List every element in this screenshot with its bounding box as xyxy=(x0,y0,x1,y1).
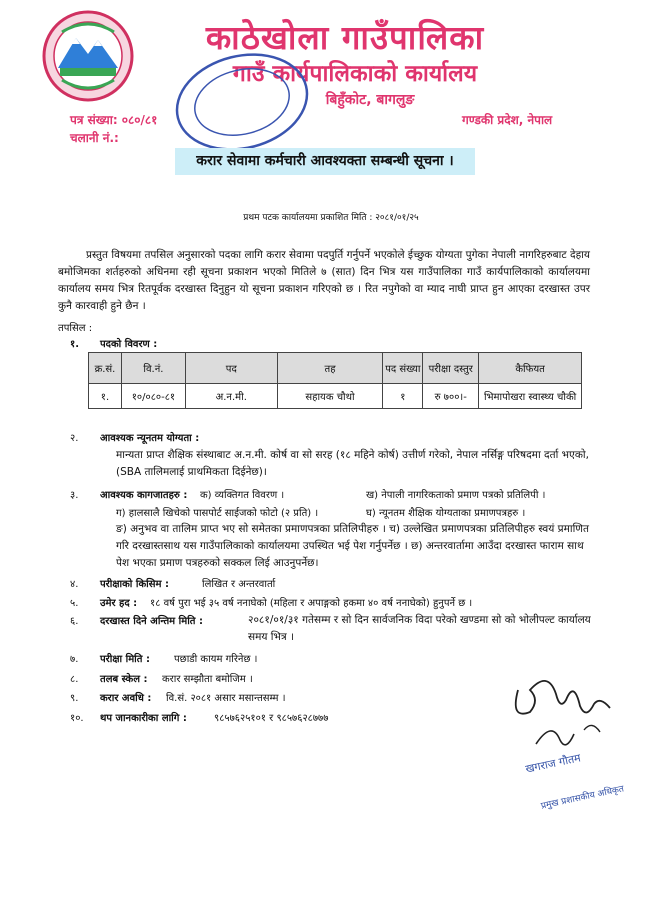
section-4-title: परीक्षाको किसिम : xyxy=(100,579,169,590)
section-8-title: तलब स्केल : xyxy=(100,674,148,685)
document-items-rest: ङ) अनुभव वा तालिम प्राप्त भए सो समेतका प्रमाणपत्रका प्रतिलिपीहरु । च) उल्लेखित प्रमाणपत्रका प्रतिलिपीहरु स्वयं प्रमाणित गरि दरखास्तसाथ यस गाउँपालिकाको कार्यालयमा उपस्थित भई पेश गर्नुपर्नेछ । छ) अन्तरवार्तामा आउँदा दरखास्त फाराम साथ पेश भएका प्रमाण पत्रहरुको सक्कल लिई आउनुपर्नेछ। xyxy=(116,523,589,569)
table-header: पद संख्या xyxy=(383,353,423,384)
section-4-number: ४. xyxy=(70,579,79,590)
letter-number: पत्र संख्या: ०८०/८१ xyxy=(70,113,158,127)
table-header-row xyxy=(89,353,582,384)
table-cell: अ.न.मी. xyxy=(185,384,277,409)
office-address: बिहुँकोट, बागलुङ xyxy=(325,92,415,108)
section-2-title: आवश्यक न्यूनतम योग्यता : xyxy=(100,433,200,444)
section-10-title: थप जानकारीका लागि : xyxy=(100,713,187,724)
section-5-title: उमेर हद : xyxy=(100,598,138,609)
table-cell: भिमापोखरा स्वास्थ्य चौकी xyxy=(479,384,582,409)
section-8-text: करार सम्झौता बमोजिम । xyxy=(162,674,253,685)
section-1-title: पदको विवरण : xyxy=(100,339,158,350)
section-3-number: ३. xyxy=(70,490,79,501)
document-item-d: घ) न्यूनतम शैक्षिक योग्यताका प्रमाणपत्रहरु । xyxy=(366,508,526,519)
document-item-a: क) व्यक्तिगत विवरण । xyxy=(200,490,285,501)
office-name: गाउँ कार्यपालिकाको कार्यालय xyxy=(232,61,478,87)
document-item-b: ख) नेपाली नागरिकताको प्रमाण पत्रको प्रतिलिपी । xyxy=(366,490,546,501)
section-5-number: ५. xyxy=(70,598,79,609)
section-10-text: ९८५७६२५१०१ र ९८५७६२८७७७ xyxy=(214,713,329,724)
notice-title: करार सेवामा कर्मचारी आवश्यक्ता सम्बन्धी सूचना । xyxy=(175,148,475,175)
table-row xyxy=(89,384,582,409)
section-10-number: १०. xyxy=(70,713,84,724)
handwritten-signature xyxy=(500,660,630,760)
section-8-number: ८. xyxy=(70,674,79,685)
section-6-text: २०८१/०१/३१ गतेसम्म र सो दिन सार्वजनिक विदा परेको खण्डमा सो को भोलीपल्ट कार्यालय समय भित्र । xyxy=(248,614,591,643)
signatory-name: खगराज गौतम xyxy=(524,751,582,776)
signatory-role: प्रमुख प्रशासकीय अधिकृत xyxy=(540,784,625,812)
table-cell: १. xyxy=(89,384,122,409)
tapsil-label: तपसिल : xyxy=(58,323,93,334)
dispatch-number: चलानी नं.: xyxy=(70,131,119,145)
office-seal-stamp xyxy=(172,52,312,152)
section-2-number: २. xyxy=(70,433,79,444)
section-4-text: लिखित र अन्तरवार्ता xyxy=(202,579,276,590)
post-table xyxy=(88,352,582,409)
section-5-text: १८ वर्ष पुरा भई ३५ वर्ष ननाघेको (महिला र अपाङ्गको हकमा ४० वर्ष ननाघेको) हुनुपर्ने छ । xyxy=(150,598,473,609)
table-cell: रु ७००।- xyxy=(423,384,479,409)
section-9-number: ९. xyxy=(70,693,79,704)
table-cell: सहायक चौथो xyxy=(277,384,383,409)
document-item-c: ग) हालसालै खिचेको पासपोर्ट साईजको फोटो (२ प्रति) । xyxy=(116,508,319,519)
table-header: तह xyxy=(277,353,383,384)
table-cell: १०/०८०-८१ xyxy=(121,384,185,409)
published-date: प्रथम पटक कार्यालयमा प्रकाशित मिति : २०८१/०१/२५ xyxy=(243,213,419,223)
section-3-title: आवश्यक कागजातहरु : xyxy=(100,490,188,501)
section-9-text: वि.सं. २०८१ असार मसान्तसम्म । xyxy=(166,693,286,704)
section-9-title: करार अवधि : xyxy=(100,693,152,704)
province-text: गण्डकी प्रदेश, नेपाल xyxy=(462,113,553,127)
section-7-text: पछाडी कायम गरिनेछ । xyxy=(174,654,258,665)
table-header: परीक्षा दस्तुर xyxy=(423,353,479,384)
table-cell: १ xyxy=(383,384,423,409)
table-header: कैफियत xyxy=(479,353,582,384)
section-7-number: ७. xyxy=(70,654,79,665)
section-2-text: मान्यता प्राप्त शैक्षिक संस्थाबाट अ.न.मी. कोर्ष वा सो सरह (१८ महिने कोर्ष) उत्तीर्ण गरेको, नेपाल नर्सिङ्ग परिषदमा दर्ता भएको, (SBA तालिमलाई प्राथमिकता दिईनेछ)। xyxy=(116,449,589,478)
section-6-number: ६. xyxy=(70,616,79,627)
section-1-number: १. xyxy=(70,339,79,350)
intro-paragraph: प्रस्तुत विषयमा तपसिल अनुसारको पदका लागि करार सेवामा पदपुर्ति गर्नुपर्ने भएकोले ईच्छुक योग्यता पुगेका नेपाली नागरिहरुबाट देहाय बमोजिमका शर्तहरुको अधिनमा रही सूचना प्रकाशन भएको मितिले ७ (सात) दिन भित्र यस गाउँपालिका गाउँ कार्यपालिकाको कार्यालयमा कार्यालय समय भित्र रितपूर्वक दरखास्त दिनुहुन यो सूचना प्रकाशन गरिएको छ । रित नपुगेको वा म्याद नाघी प्राप्त हुन आएका दरखास्त उपर कुनै कारवाही हुने छैन । xyxy=(58,249,590,312)
table-header: क्र.सं. xyxy=(89,353,122,384)
table-header: वि.नं. xyxy=(121,353,185,384)
section-7-title: परीक्षा मिति : xyxy=(100,654,150,665)
section-6-title: दरखास्त दिने अन्तिम मिति : xyxy=(100,616,203,627)
municipality-logo xyxy=(42,10,134,102)
table-header: पद xyxy=(185,353,277,384)
org-name: काठेखोला गाउँपालिका xyxy=(205,18,485,57)
